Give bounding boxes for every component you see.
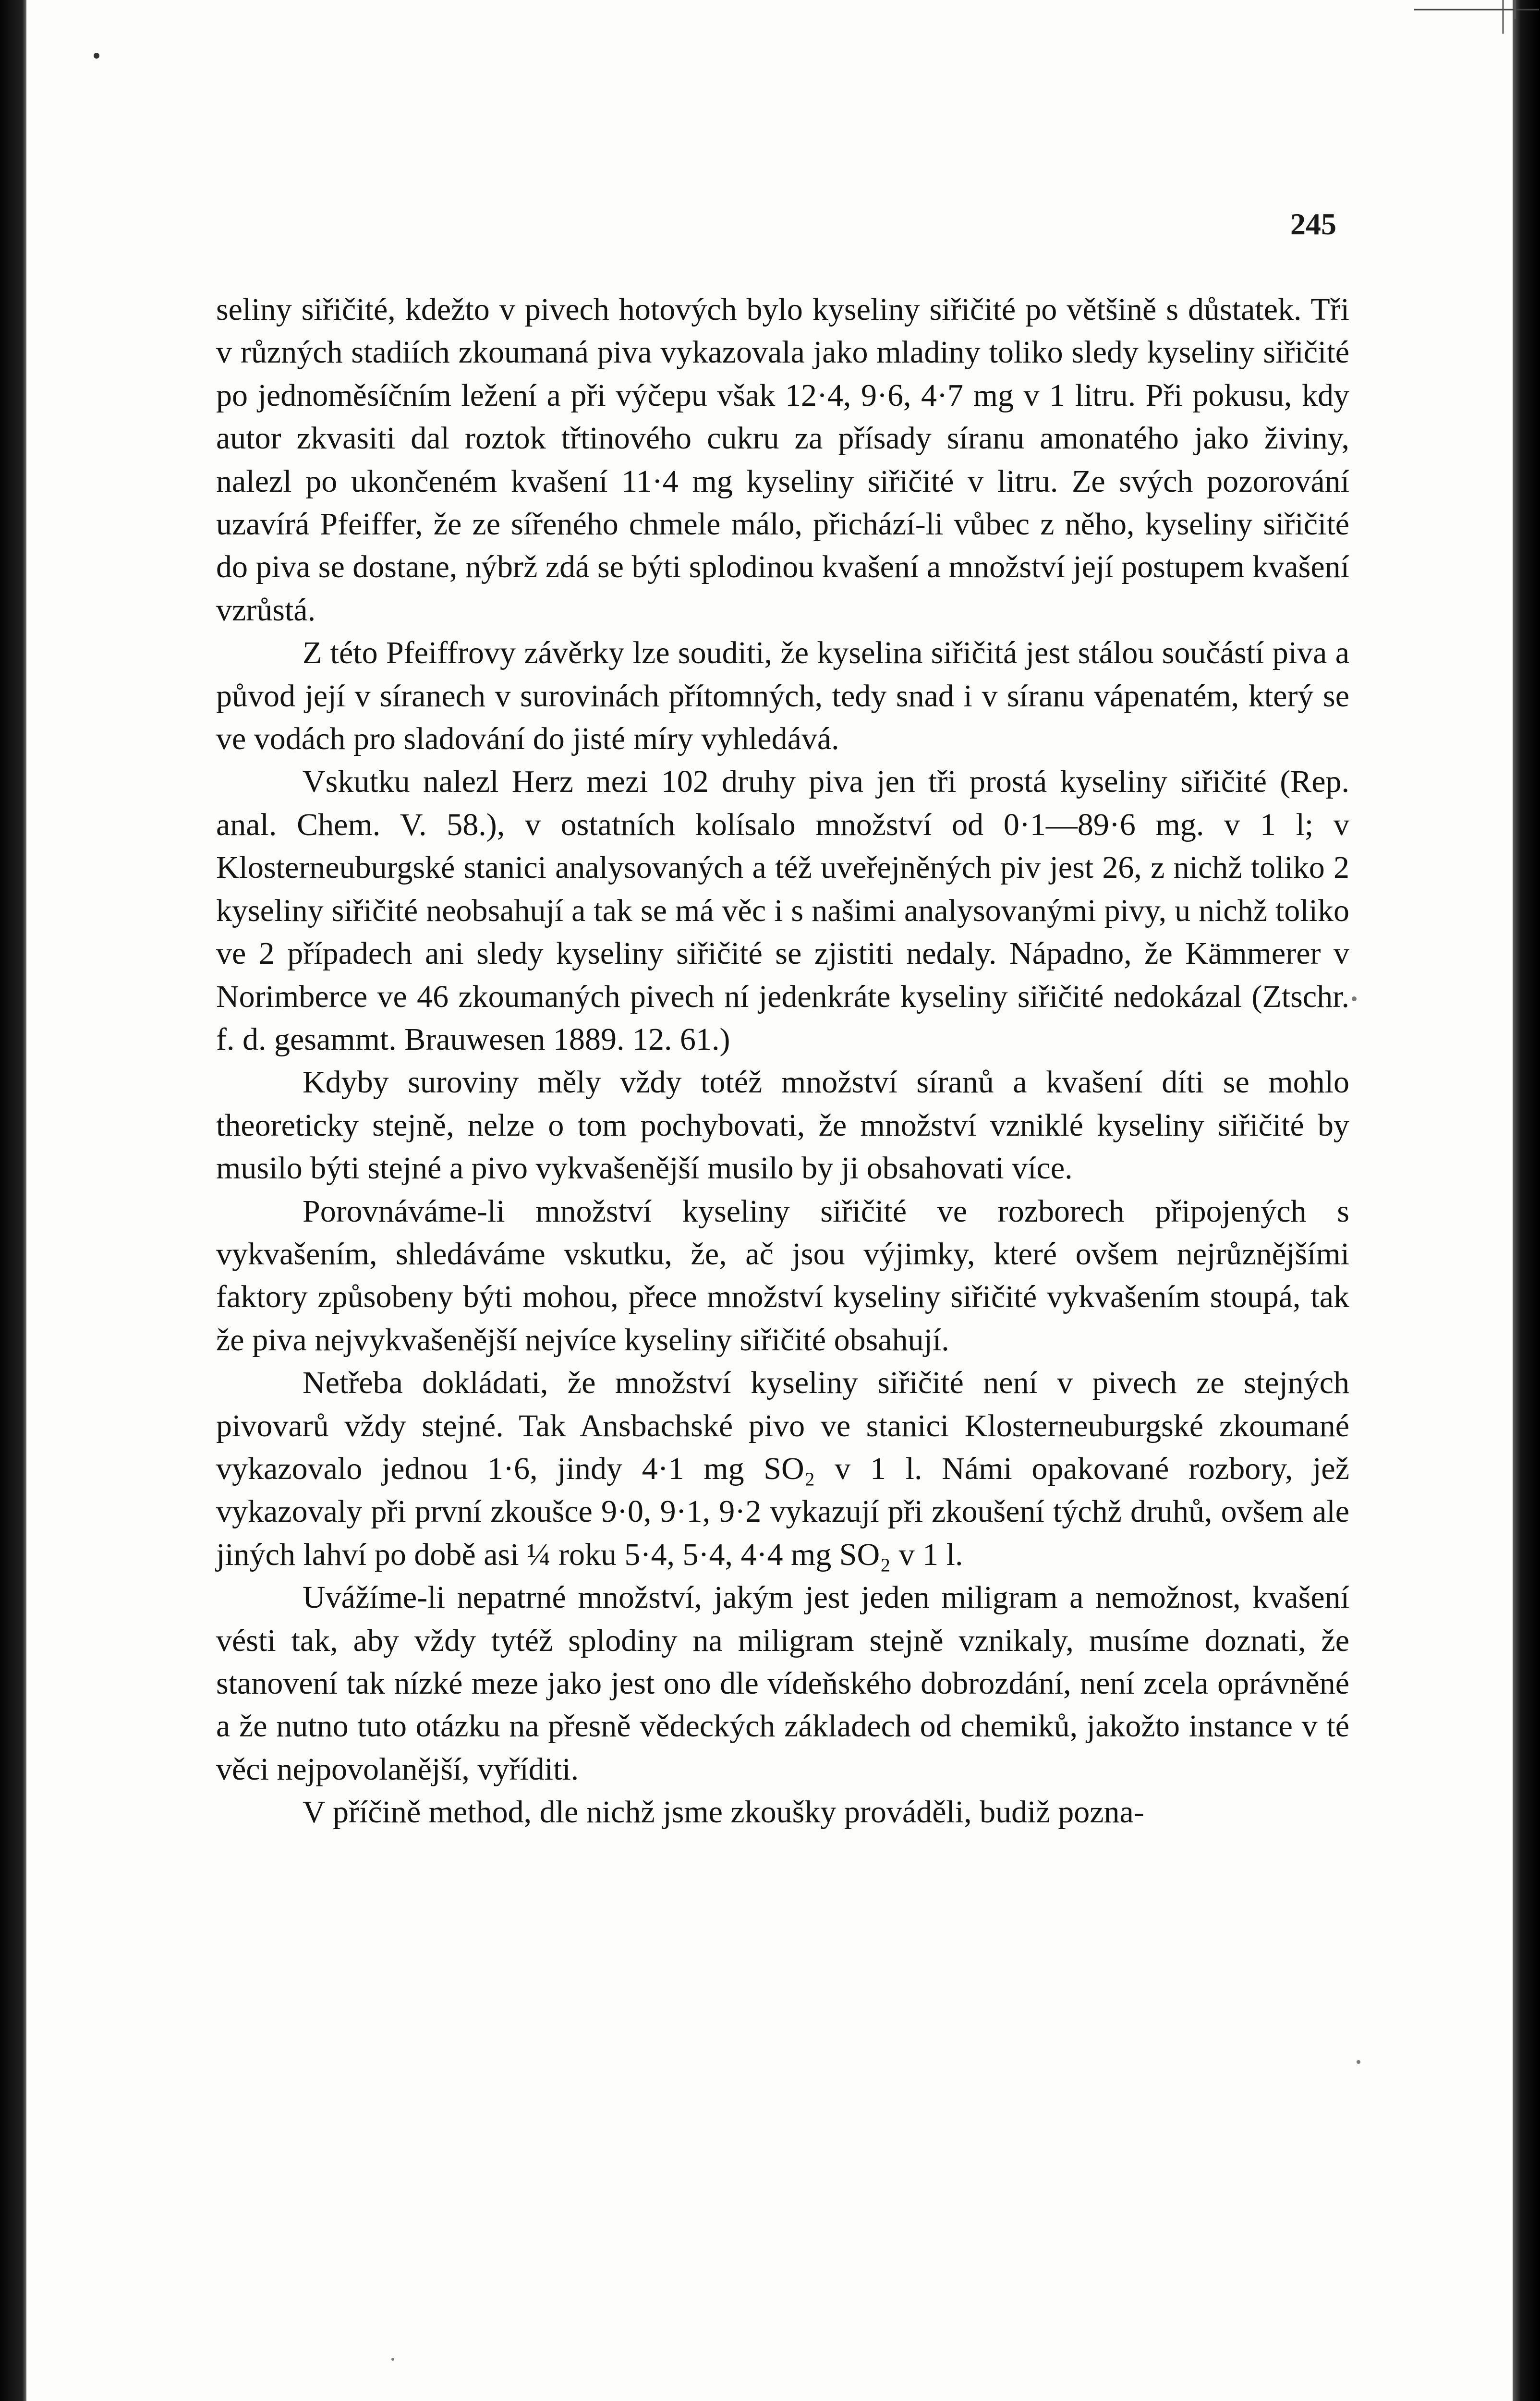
- scan-fleck: [1357, 2060, 1360, 2064]
- scan-right-edge: [1513, 0, 1540, 2401]
- corner-rule-lines: [1400, 0, 1539, 43]
- paragraph: Porovnáváme-li množství kyseliny siřičité ve rozborech připojených s vykvašením, shledáváme vskutku, že, ač jsou výjimky, které ovšem nejrůznějšími faktory způsobeny býti mohou, přece množství kyseliny siřičité vykvašením stoupá, tak že piva nejvykvašenější nejvíce kyseliny siřičité obsahují.: [216, 1193, 1349, 1358]
- body-text: [216, 288, 1349, 1834]
- paragraph: Uvážíme-li nepatrné množství, jakým jest jeden miligram a nemožnost, kvašení vésti tak, aby vždy tytéž splodiny na miligram stejně vznikaly, musíme doznati, že stanovení tak nízké meze jako jest ono dle vídeňského dobrozdání, není zcela oprávněné a že nutno tuto otázku na přesně vědeckých základech od chemiků, jakožto instance v té věci nejpovolanější, vyříditi.: [216, 1580, 1349, 1787]
- paragraph: V příčině method, dle nichž jsme zkoušky prováděli, budiž pozna-: [303, 1795, 1144, 1830]
- page-number: 245: [1290, 207, 1336, 241]
- scan-left-edge: [0, 0, 26, 2401]
- scan-fleck: [391, 2358, 394, 2361]
- book-page: [26, 0, 1513, 2401]
- paragraph: Netřeba dokládati, že množství kyseliny siřičité není v pivech ze stejných pivovarů vždy stejné. Tak Ansbachské pivo ve stanici Klosterneuburgské zkoumané vykazovalo jednou 1·6, jindy 4·1 mg SO₂ v 1 l. Námi opakované rozbory, jež vykazovaly při první zkoušce 9·0, 9·1, 9·2 vykazují při zkoušení týchž druhů, ovšem ale jiných lahví po době asi ¼ roku 5·4, 5·4, 4·4 mg SO₂ v 1 l.: [216, 1365, 1349, 1572]
- paragraph: Z této Pfeiffrovy závěrky lze souditi, že kyselina siřičitá jest stálou součástí piva a původ její v síranech v surovinách přítomných, tedy snad i v síranu vápenatém, který se ve vodách pro sladování do jisté míry vyhledává.: [216, 635, 1349, 757]
- scan-fleck: [1352, 996, 1357, 1001]
- scan-speck: [94, 53, 99, 59]
- paragraph: Kdyby suroviny měly vždy totéž množství síranů a kvašení díti se mohlo theoreticky stejně, nelze o tom pochybovati, že množství vzniklé kyseliny siřičité by musilo býti stejné a pivo vykvašenější musilo by ji obsahovati více.: [216, 1065, 1349, 1186]
- paragraph: seliny siřičité, kdežto v pivech hotových bylo kyseliny siřičité po většině s důstatek. Tři v různých stadiích zkoumaná piva vykazovala jako mladiny toliko sledy kyseliny siřičité po jednoměsíčním ležení a při výčepu však 12·4, 9·6, 4·7 mg v 1 litru. Při pokusu, kdy autor zkvasiti dal roztok třtinového cukru za přísady síranu amonatého jako živiny, nalezl po ukončeném kvašení 11·4 mg kyseliny siřičité v litru. Ze svých pozorování uzavírá Pfeiffer, že ze sířeného chmele málo, přichází-li vůbec z něho, kyseliny siřičité do piva se dostane, nýbrž zdá se býti splodinou kvašení a množství její postupem kvašení vzrůstá.: [216, 292, 1349, 628]
- paragraph: Vskutku nalezl Herz mezi 102 druhy piva jen tři prostá kyseliny siřičité (Rep. anal. Chem. V. 58.), v ostatních kolísalo množství od 0·1—89·6 mg. v 1 l; v Klosterneuburgské stanici analysovaných a též uveřejněných piv jest 26, z nichž toliko 2 kyseliny siřičité neobsahují a tak se má věc i s našimi analysovanými pivy, u nichž toliko ve 2 případech ani sledy kyseliny siřičité se zjistiti nedaly. Nápadno, že Kämmerer v Norimberce ve 46 zkoumaných pivech ní jedenkráte kyseliny siřičité nedokázal (Ztschr. f. d. gesammt. Brauwesen 1889. 12. 61.): [216, 764, 1349, 1057]
